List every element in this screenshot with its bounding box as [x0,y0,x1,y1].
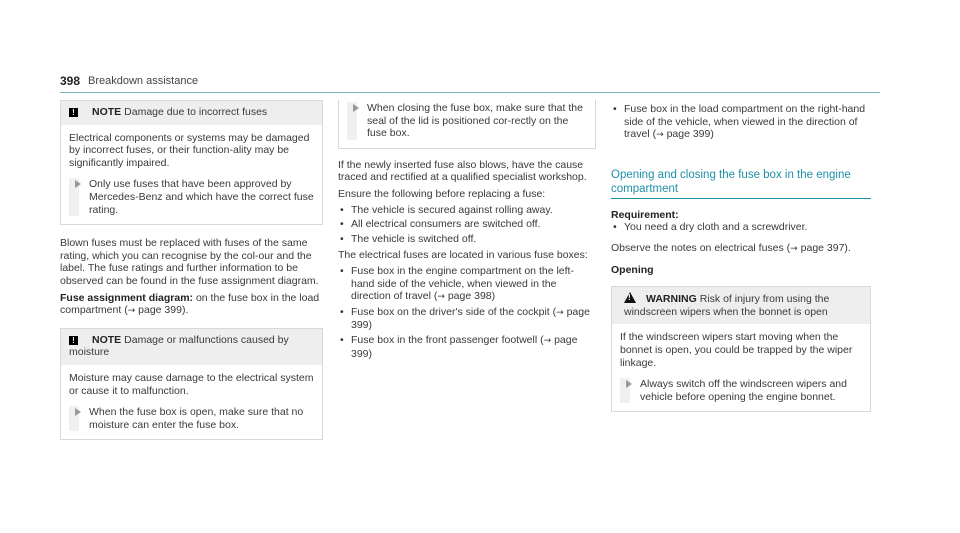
note-box-incorrect-fuses [60,100,323,225]
column-middle [338,100,596,360]
list-item: • Fuse box in the load compartment on the right-hand side of the vehicle, when viewed in the direction of travel (→ page 399) [611,103,871,142]
note-box-moisture [60,328,323,441]
instruction-step [347,102,587,140]
subsection-heading: Opening and closing the fuse box in the engine compartment [611,168,871,199]
opening-label: Opening [611,263,654,276]
list-item: • Fuse box on the driver's side of the cockpit (→ page 399) [338,306,596,332]
arrow-right-icon: → [790,243,798,254]
fuse-box-list [338,265,596,360]
warning-header [612,287,870,324]
note-label: NOTE [92,106,122,118]
instruction-step [69,406,314,431]
column-left [60,100,323,440]
instruction-text: Always switch off the windscreen wipers and vehicle before opening the engine bonnet. [640,378,847,403]
note-text: Electrical components or systems may be damaged by incorrect fuses, or their function-ality may be significantly impaired. [69,131,310,169]
list-item: • Fuse box in the engine compartment on the left-hand side of the vehicle, when viewed in the direction of travel (→ page 398) [338,265,596,304]
list-item: • You need a dry cloth and a screwdriver. [611,221,871,234]
arrow-right-icon: → [437,292,445,303]
instruction-step [620,378,862,403]
note-title: Damage due to incorrect fuses [124,106,268,118]
list-item: • The vehicle is switched off. [338,233,596,246]
note-header [61,101,322,125]
note-label: NOTE [92,333,122,346]
warning-body [612,324,870,411]
section-title: Breakdown assistance [88,75,199,87]
page-reference-link[interactable]: page 399) [351,305,590,332]
page-reference-link[interactable]: page 398) [447,290,496,303]
paragraph-blown-fuses: Blown fuses must be replaced with fuses of the same rating, which you can recognise by the col-our and the label. The fuse ratings and further information to be observed can be found in the fuse assignment diagram. [60,237,319,287]
page-reference-link[interactable]: page 397). [800,241,851,254]
note-body [339,100,595,148]
exclamation-icon: ! [69,108,78,117]
play-arrow-icon [75,408,81,416]
instruction-text: When closing the fuse box, make sure that the seal of the lid is positioned cor-rectly on the fuse box. [367,102,583,140]
note-box-continued [338,100,596,149]
warning-label: WARNING [646,293,697,306]
warning-text: If the windscreen wipers start moving when the bonnet is open, you could be trapped by the wiper linkage. [620,331,853,369]
instruction-step [69,178,314,216]
page-header [60,73,880,93]
instruction-text: Only use fuses that have been approved by Mercedes-Benz and which have the correct fuse rating. [89,178,314,216]
arrow-right-icon: → [656,130,664,141]
note-header [61,329,322,365]
page-reference-link[interactable]: page 399) [351,333,578,360]
paragraph-observe: Observe the notes on electrical fuses (→ page 397). [611,241,851,254]
arrow-right-icon: → [543,335,552,346]
arrow-right-icon: → [556,307,564,318]
note-text: Moisture may cause damage to the electrical system or cause it to malfunction. [69,371,314,397]
requirement-label: Requirement: [611,208,679,221]
checklist [338,204,596,246]
list-item: • Fuse box in the front passenger footwell (→ page 399) [338,334,596,360]
arrow-right-icon: → [127,306,136,317]
paragraph-fuse-boxes: The electrical fuses are located in various fuse boxes: [338,249,588,262]
page-reference-link[interactable]: page 399) [666,128,714,141]
note-body [61,365,322,439]
warning-title: Risk of injury from using the windscreen wipers when the bonnet is open [624,293,830,318]
paragraph-fuse-blows: If the newly inserted fuse also blows, have the cause traced and rectified at a qualified specialist workshop. [338,158,587,184]
requirement-list [611,221,871,234]
page-reference-link[interactable]: page 399). [138,304,189,317]
warning-box [611,286,871,412]
note-body [61,125,322,225]
page-number: 398 [60,74,81,88]
warning-triangle-icon [624,292,636,303]
list-item: • The vehicle is secured against rolling away. [338,204,596,217]
paragraph-fuse-diagram: Fuse assignment diagram: on the fuse box in the load compartment (→ page 399). [60,291,320,317]
play-arrow-icon [626,380,632,388]
play-arrow-icon [75,180,81,188]
paragraph-ensure: Ensure the following before replacing a fuse: [338,187,546,200]
fuse-diagram-label: Fuse assignment diagram: [60,291,194,304]
note-title: Damage or malfunctions caused by moisture [69,333,289,359]
list-item: • All electrical consumers are switched off. [338,218,596,231]
column-right [611,100,871,412]
fuse-box-list-continued [611,103,871,142]
instruction-text: When the fuse box is open, make sure that no moisture can enter the fuse box. [89,406,304,431]
exclamation-icon: ! [69,336,78,345]
play-arrow-icon [353,104,359,112]
